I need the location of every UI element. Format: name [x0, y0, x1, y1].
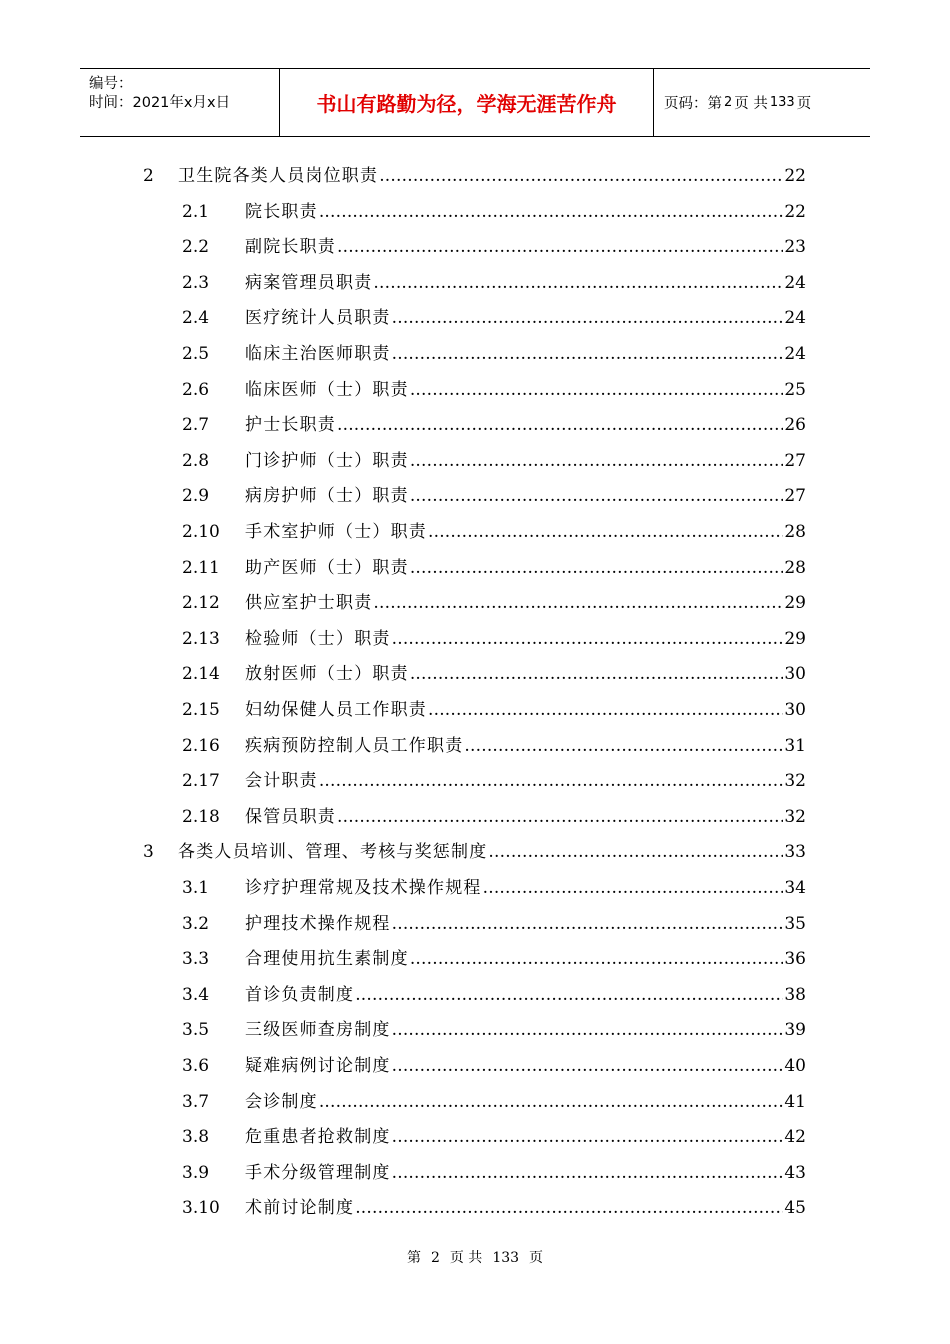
- toc-dot-leader: [337, 415, 783, 435]
- toc-entry-page: 38: [784, 984, 806, 1005]
- toc-entry-number: 3.9: [182, 1162, 210, 1183]
- toc-entry-page: 23: [784, 237, 806, 258]
- toc-dot-leader: [410, 380, 784, 400]
- toc-entry[interactable]: [182, 1051, 806, 1075]
- toc-entry[interactable]: [182, 944, 806, 968]
- toc-entry-number: 2.3: [182, 272, 210, 293]
- toc-entry-page: 24: [784, 308, 806, 329]
- toc-entry-page: 30: [784, 700, 806, 720]
- toc-entry-number: 2.6: [182, 379, 210, 400]
- toc-dot-leader: [319, 202, 784, 222]
- page-footer: [0, 1247, 950, 1267]
- toc-entry-title: 危重患者抢救制度: [245, 1127, 391, 1148]
- toc-entry-title: 会诊制度: [245, 1091, 318, 1112]
- toc-entry-page: 35: [784, 913, 806, 934]
- toc-entry-page: 36: [784, 949, 806, 970]
- toc-entry-number: 2.14: [182, 664, 220, 685]
- toc-entry-title: 三级医师查房制度: [245, 1020, 391, 1041]
- toc-entry-number: 3.3: [182, 949, 210, 970]
- toc-entry[interactable]: [182, 1193, 806, 1217]
- toc-dot-leader: [337, 237, 783, 257]
- toc-entry-title: 病案管理员职责: [245, 272, 373, 293]
- toc-entry-title: 临床医师（士）职责: [245, 379, 409, 400]
- toc-entry[interactable]: [182, 339, 806, 363]
- header-page-suffix: 页: [796, 96, 812, 112]
- toc-entry-title: 放射医师（士）职责: [245, 664, 409, 685]
- toc-entry[interactable]: [182, 873, 806, 897]
- toc-entry-title: 门诊护师（士）职责: [245, 450, 409, 471]
- toc-dot-leader: [392, 914, 784, 934]
- toc-entry-page: 43: [784, 1162, 806, 1183]
- toc-entry[interactable]: [182, 1158, 806, 1182]
- toc-dot-leader: [488, 842, 783, 862]
- toc-entry-title: 诊疗护理常规及技术操作规程: [245, 878, 482, 898]
- toc-entry-page: 22: [784, 201, 806, 222]
- toc-entry-number: 3.1: [182, 878, 210, 898]
- toc-entry-page: 29: [784, 593, 806, 614]
- toc-entry[interactable]: [143, 161, 806, 185]
- toc-entry-number: 3.5: [182, 1020, 210, 1041]
- header-meta: [80, 69, 280, 136]
- toc-entry[interactable]: [182, 909, 806, 933]
- toc-entry-number: 2.13: [182, 628, 220, 649]
- toc-entry-title: 术前讨论制度: [245, 1198, 355, 1219]
- toc-entry-page: 33: [784, 842, 806, 863]
- toc-entry-number: 3.2: [182, 913, 210, 934]
- header-page-current: 2: [724, 95, 733, 110]
- toc-entry-title: 首诊负责制度: [245, 984, 355, 1005]
- header-motto: 书山有路勤为径，学海无涯苦作舟: [280, 69, 654, 136]
- toc-dot-leader: [319, 1092, 784, 1112]
- toc-entry-number: 2.4: [182, 308, 210, 329]
- toc-dot-leader: [337, 807, 783, 827]
- toc-entry[interactable]: [182, 232, 806, 256]
- toc-entry-page: 24: [784, 344, 806, 364]
- toc-entry-page: 27: [784, 486, 806, 507]
- toc-entry-title: 疑难病例讨论制度: [245, 1056, 391, 1076]
- toc-entry-page: 28: [784, 522, 806, 542]
- toc-entry-number: 2.16: [182, 735, 220, 756]
- toc-entry[interactable]: [143, 837, 806, 861]
- toc-entry[interactable]: [182, 695, 806, 719]
- toc-entry[interactable]: [182, 410, 806, 434]
- footer-suffix: 页: [529, 1250, 544, 1266]
- toc-entry[interactable]: [182, 802, 806, 826]
- toc-dot-leader: [410, 664, 784, 684]
- toc-entry-number: 2.12: [182, 593, 220, 614]
- toc-entry[interactable]: [182, 731, 806, 755]
- toc-entry-page: 29: [784, 628, 806, 649]
- toc-entry[interactable]: [182, 980, 806, 1004]
- toc-dot-leader: [355, 985, 783, 1005]
- toc-dot-leader: [319, 771, 784, 791]
- toc-entry[interactable]: [182, 553, 806, 577]
- toc-entry-page: 41: [784, 1091, 806, 1112]
- toc-dot-leader: [410, 486, 784, 506]
- toc-entry-page: 27: [784, 450, 806, 471]
- toc-entry[interactable]: [182, 766, 806, 790]
- header-time-label: 时间：2021年x月x日: [89, 95, 231, 111]
- toc-entry[interactable]: [182, 517, 806, 541]
- toc-entry-title: 疾病预防控制人员工作职责: [245, 735, 464, 756]
- toc-entry-page: 31: [784, 735, 806, 756]
- toc-dot-leader: [392, 308, 784, 328]
- toc-entry-title: 供应室护士职责: [245, 593, 373, 614]
- header-page-prefix: 页码：第: [664, 96, 722, 112]
- toc-entry-page: 25: [784, 379, 806, 400]
- header-page-mid: 页 共: [734, 96, 768, 112]
- toc-entry-title: 合理使用抗生素制度: [245, 949, 409, 970]
- toc-entry-number: 3.8: [182, 1127, 210, 1148]
- toc-dot-leader: [464, 736, 783, 756]
- toc-entry-title: 检验师（士）职责: [245, 628, 391, 649]
- footer-prefix: 第: [406, 1250, 421, 1266]
- toc-entry-number: 3.7: [182, 1091, 210, 1112]
- toc-entry-title: 护士长职责: [245, 415, 336, 436]
- toc-entry-page: 34: [784, 878, 806, 898]
- toc-dot-leader: [373, 273, 783, 293]
- toc-dot-leader: [392, 1127, 784, 1147]
- toc-entry-title: 手术分级管理制度: [245, 1162, 391, 1183]
- toc-entry-number: 2: [143, 166, 154, 186]
- toc-entry-number: 2.10: [182, 522, 220, 542]
- toc-entry-number: 2.2: [182, 237, 210, 258]
- toc-entry-number: 2.18: [182, 806, 220, 827]
- toc-entry[interactable]: [182, 268, 806, 292]
- toc-entry-title: 院长职责: [245, 201, 318, 222]
- toc-dot-leader: [392, 1020, 784, 1040]
- header-page-total: 133: [769, 95, 795, 110]
- toc-entry-number: 2.5: [182, 344, 210, 364]
- toc-dot-leader: [373, 593, 783, 613]
- toc-dot-leader: [410, 949, 784, 969]
- toc-entry-title: 临床主治医师职责: [245, 344, 391, 364]
- toc-entry-number: 3: [143, 842, 154, 863]
- toc-entry-number: 2.17: [182, 771, 220, 792]
- toc-entry-title: 病房护师（士）职责: [245, 486, 409, 507]
- toc-entry-title: 护理技术操作规程: [245, 913, 391, 934]
- toc-entry-page: 22: [784, 166, 806, 186]
- toc-dot-leader: [392, 1163, 784, 1183]
- toc-entry[interactable]: [182, 481, 806, 505]
- toc-dot-leader: [355, 1198, 783, 1218]
- toc-entry-page: 39: [784, 1020, 806, 1041]
- toc-dot-leader: [379, 166, 783, 186]
- toc-entry-page: 32: [784, 771, 806, 792]
- toc-entry[interactable]: [182, 375, 806, 399]
- toc-dot-leader: [392, 629, 784, 649]
- toc-entry[interactable]: [182, 1122, 806, 1146]
- toc-dot-leader: [392, 344, 784, 364]
- toc-entry-page: 24: [784, 272, 806, 293]
- toc-entry-page: 30: [784, 664, 806, 685]
- toc-entry-page: 26: [784, 415, 806, 436]
- toc-entry-page: 40: [784, 1056, 806, 1076]
- toc-dot-leader: [410, 558, 784, 578]
- footer-mid: 页 共: [449, 1250, 483, 1266]
- header-page-indicator: [654, 69, 870, 136]
- toc-entry-title: 妇幼保健人员工作职责: [245, 700, 427, 720]
- toc-entry-title: 会计职责: [245, 771, 318, 792]
- toc-entry[interactable]: [182, 446, 806, 470]
- toc-entry-number: 2.15: [182, 700, 220, 720]
- toc-entry-number: 2.11: [182, 557, 220, 578]
- toc-entry-title: 保管员职责: [245, 806, 336, 827]
- toc-dot-leader: [392, 1056, 784, 1076]
- toc-entry-title: 各类人员培训、管理、考核与奖惩制度: [178, 842, 488, 863]
- toc-dot-leader: [483, 878, 784, 898]
- toc-dot-leader: [410, 451, 784, 471]
- toc-entry-page: 42: [784, 1127, 806, 1148]
- toc-entry-number: 3.6: [182, 1056, 210, 1076]
- toc-entry[interactable]: [182, 197, 806, 221]
- toc-entry-number: 3.10: [182, 1198, 220, 1219]
- footer-current: 2: [430, 1250, 440, 1266]
- toc-entry-number: 2.7: [182, 415, 210, 436]
- toc-entry-number: 2.8: [182, 450, 210, 471]
- toc-entry[interactable]: [182, 624, 806, 648]
- toc-entry-title: 副院长职责: [245, 237, 336, 258]
- toc-entry-page: 45: [784, 1198, 806, 1219]
- toc-entry[interactable]: [182, 1087, 806, 1111]
- toc-dot-leader: [428, 522, 783, 542]
- toc-entry-title: 医疗统计人员职责: [245, 308, 391, 329]
- toc-entry[interactable]: [182, 303, 806, 327]
- toc-entry[interactable]: [182, 588, 806, 612]
- toc-entry[interactable]: [182, 659, 806, 683]
- toc-entry-page: 32: [784, 806, 806, 827]
- toc-entry-number: 2.9: [182, 486, 210, 507]
- page-header: [80, 68, 870, 137]
- toc-entry-number: 2.1: [182, 201, 210, 222]
- toc-dot-leader: [428, 700, 783, 720]
- toc-entry-title: 助产医师（士）职责: [245, 557, 409, 578]
- toc-entry-title: 手术室护师（士）职责: [245, 522, 427, 542]
- toc-entry-page: 28: [784, 557, 806, 578]
- footer-total: 133: [492, 1250, 520, 1266]
- toc-entry-title: 卫生院各类人员岗位职责: [178, 166, 379, 186]
- toc-entry-number: 3.4: [182, 984, 210, 1005]
- toc-entry[interactable]: [182, 1015, 806, 1039]
- header-number-label: 编号：: [89, 76, 133, 92]
